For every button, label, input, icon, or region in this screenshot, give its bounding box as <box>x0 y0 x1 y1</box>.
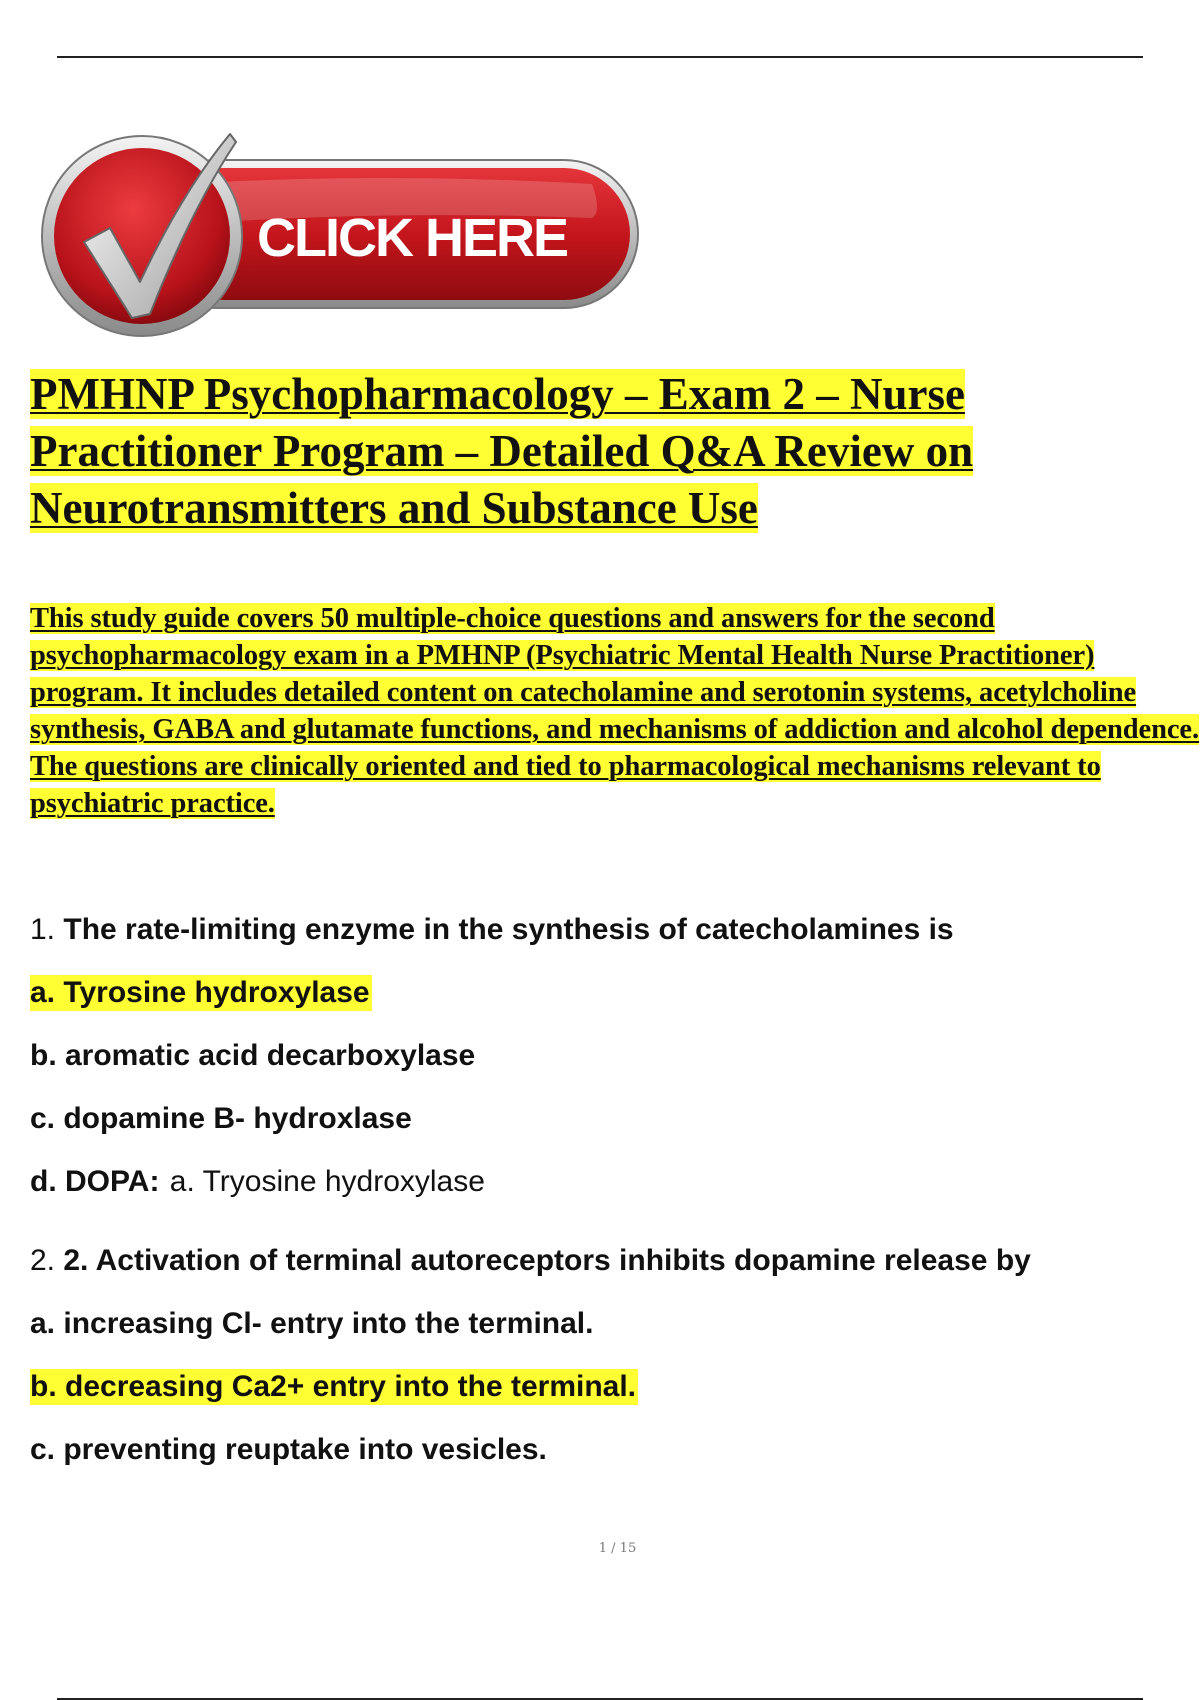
question-1-option-b: b. aromatic acid decarboxylase <box>30 1039 476 1072</box>
question-1-option-d: d. DOPA: a. Tryosine hydroxylase <box>30 1165 485 1198</box>
question-1-answer: a. Tryosine hydroxylase <box>161 1165 485 1198</box>
page-indicator: 1 / 15 <box>598 1541 637 1556</box>
question-1 <box>30 912 1150 1227</box>
question-1-stem: 1. The rate-limiting enzyme in the synthesis of catecholamines is <box>30 913 954 946</box>
top-rule <box>57 56 1143 58</box>
click-here-button[interactable] <box>32 132 642 340</box>
question-1-option-c: c. dopamine B- hydroxlase <box>30 1102 412 1135</box>
intro-paragraph: This study guide covers 50 multiple-choice questions and answers for the second psychopharmacology exam in a PMHNP (Psychiatric Mental Health Nurse Practitioner) program. It includes detailed content on catecholamine and serotonin systems, acetylcholine synthesis, GABA and glutamate functions, and mechanisms of addiction and alcohol dependence. The questions are clinically oriented and tied to pharmacological mechanisms relevant to psychiatric practice. <box>30 603 1199 819</box>
question-1-option-a: a. Tyrosine hydroxylase <box>30 976 370 1009</box>
document-title: PMHNP Psychopharmacology – Exam 2 – Nurse Practitioner Program – Detailed Q&A Review on Neurotransmitters and Substance Use <box>30 369 974 533</box>
question-2 <box>30 1243 1150 1495</box>
question-2-option-c: c. preventing reuptake into vesicles. <box>30 1433 547 1466</box>
question-2-stem: 2. 2. Activation of terminal autoreceptors inhibits dopamine release by <box>30 1244 1031 1277</box>
click-here-label: CLICK HERE <box>256 208 568 268</box>
question-2-option-b: b. decreasing Ca2+ entry into the terminal. <box>30 1370 637 1403</box>
question-2-option-a: a. increasing Cl- entry into the terminal. <box>30 1307 594 1340</box>
